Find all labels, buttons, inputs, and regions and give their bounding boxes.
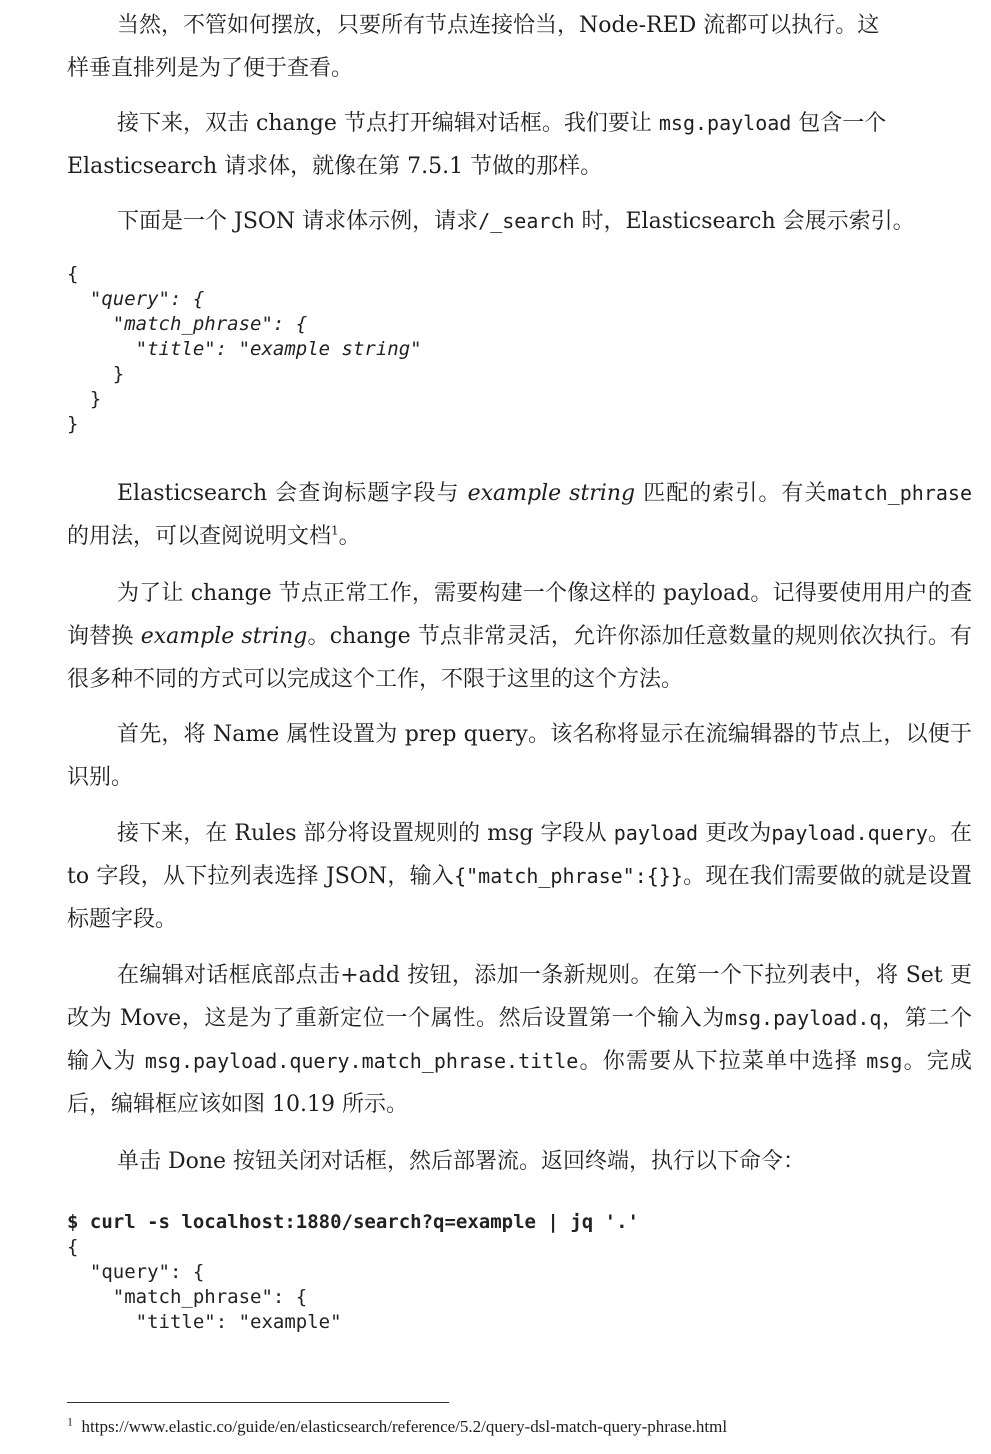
inline-code: msg.payload xyxy=(658,111,792,135)
text-run: 。现在我们需要做的就是设置标题字段。 xyxy=(67,864,972,932)
footnote-reference[interactable]: 1 xyxy=(331,523,339,538)
inline-code: msg.payload.query.match_phrase.title xyxy=(144,1049,579,1073)
paragraph-payload xyxy=(67,572,972,701)
text-run: 的用法，可以查阅说明文档 xyxy=(67,524,332,549)
text-run: 。在 to 字段，从下拉列表选择 JSON，输入 xyxy=(67,821,972,889)
code-line: } xyxy=(67,388,102,410)
code-line: "match_phrase": { xyxy=(67,1286,308,1308)
code-block-terminal xyxy=(67,1210,639,1335)
footnote-divider xyxy=(67,1402,449,1403)
code-line: { xyxy=(67,263,79,285)
code-line: { xyxy=(67,1236,79,1258)
inline-code: {"match_phrase":{}} xyxy=(454,864,683,888)
text-run: 下面是一个 JSON 请求体示例，请求 xyxy=(117,209,479,234)
paragraph-name-property: 首先，将 Name 属性设置为 prep query。该名称将显示在流编辑器的节点上，以便于识别。 xyxy=(67,722,972,790)
code-line: "query": { xyxy=(67,288,205,310)
text-run: ，第二个输入为 xyxy=(67,1006,972,1074)
text-run: 更改为 xyxy=(698,821,772,846)
inline-code: /_search xyxy=(478,209,575,233)
text-run: 。 xyxy=(338,524,361,549)
text-run: 为了让 change 节点正常工作，需要构建一个像这样的 payload。记得要使用用户的查询替换 xyxy=(67,581,972,649)
paragraph-change-node xyxy=(67,102,972,188)
text-run: 在编辑对话框底部点击+add 按钮，添加一条新规则。在第一个下拉列表中，将 Set 更改为 Move，这是为了重新定位一个属性。然后设置第一个输入为 xyxy=(67,963,972,1031)
italic-text: example string xyxy=(140,624,308,649)
text-run: 。你需要从下拉菜单中选择 xyxy=(578,1049,867,1074)
code-line: } xyxy=(67,413,79,435)
code-line: "title": "example" xyxy=(67,1311,342,1333)
inline-code: payload.query xyxy=(771,821,928,845)
text-run: 时，Elasticsearch 会展示索引。 xyxy=(574,209,915,234)
text-run: 包含一个 xyxy=(791,111,887,136)
code-line: "query": { xyxy=(67,1261,205,1283)
text-run: Elasticsearch 会查询标题字段与 xyxy=(117,481,468,506)
code-line: "match_phrase": { xyxy=(67,313,308,335)
text-run: 接下来，双击 change 节点打开编辑对话框。我们要让 xyxy=(117,111,659,136)
paragraph-done: 单击 Done 按钮关闭对话框，然后部署流。返回终端，执行以下命令： xyxy=(117,1149,806,1174)
footnote-number: 1 xyxy=(67,1414,73,1429)
paragraph-line xyxy=(67,102,972,145)
paragraph-add-rule xyxy=(67,954,972,1126)
text-run: 。完成后，编辑框应该如图 10.19 所示。 xyxy=(67,1049,972,1117)
inline-code: msg xyxy=(866,1049,903,1073)
paragraph-line: 样垂直排列是为了便于查看。 xyxy=(67,56,354,81)
paragraph-line: 当然，不管如何摆放，只要所有节点连接恰当，Node-RED 流都可以执行。这 xyxy=(117,13,880,38)
text-run: 匹配的索引。有关 xyxy=(635,481,828,506)
italic-text: example string xyxy=(467,481,636,506)
paragraph-node-red-layout xyxy=(67,4,972,90)
inline-code: payload xyxy=(613,821,699,845)
inline-code: match_phrase xyxy=(827,481,973,505)
paragraph-query-title xyxy=(67,472,972,558)
footnote xyxy=(67,1416,727,1438)
code-block-json xyxy=(67,262,422,437)
paragraph-line: Elasticsearch 请求体，就像在第 7.5.1 节做的那样。 xyxy=(67,154,603,179)
text-run: 接下来，在 Rules 部分将设置规则的 msg 字段从 xyxy=(117,821,614,846)
text-run: 。change 节点非常灵活，允许你添加任意数量的规则依次执行。有很多种不同的方式可以完成这个工作，不限于这里的这个方法。 xyxy=(67,624,972,692)
code-line: } xyxy=(67,363,125,385)
inline-code: msg.payload.q xyxy=(724,1006,882,1030)
footnote-url[interactable]: https://www.elastic.co/guide/en/elasticsearch/reference/5.2/query-dsl-match-query-phrase.html xyxy=(81,1417,728,1436)
paragraph-rules xyxy=(67,812,972,941)
paragraph-json-example xyxy=(67,200,972,243)
code-line: "title": "example string" xyxy=(67,338,422,360)
terminal-command: $ curl -s localhost:1880/search?q=example | jq '.' xyxy=(67,1211,639,1233)
